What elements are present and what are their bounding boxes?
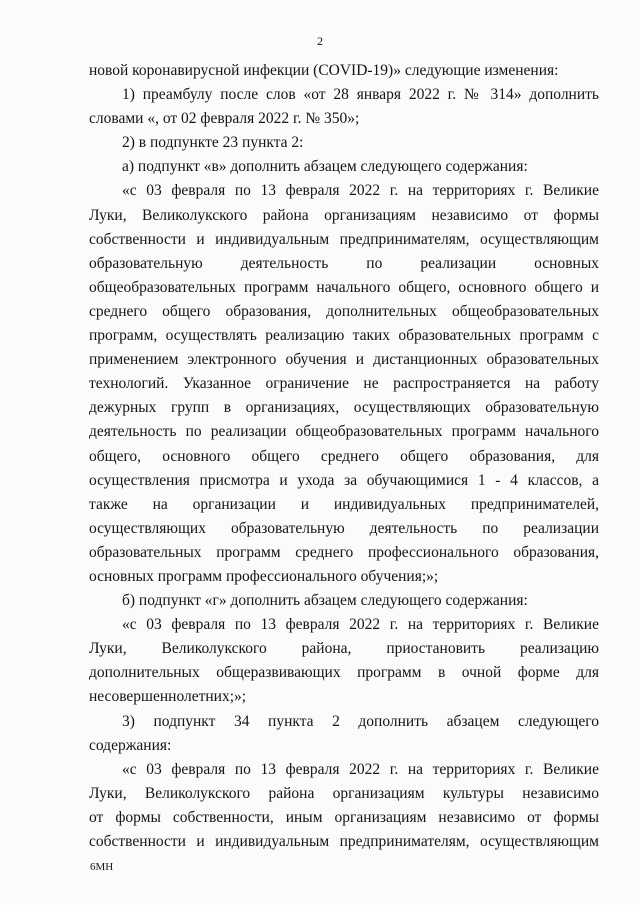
text-line: общеобразовательных программ начального общего, основного общего и bbox=[89, 278, 599, 296]
text-line: также на организации и индивидуальных предпринимателей, bbox=[89, 495, 599, 513]
text-line: образовательную деятельность по реализации основных bbox=[89, 254, 599, 272]
text-line: осуществления присмотра и ухода за обучающимися 1 - 4 классов, а bbox=[89, 471, 599, 489]
text-line: несовершеннолетних;»; bbox=[89, 688, 247, 706]
text-line: собственности и индивидуальным предпринимателям, осуществляющим bbox=[89, 833, 599, 850]
text-line: Луки, Великолукского района организациям культуры независимо bbox=[89, 784, 599, 802]
text-line: Луки, Великолукского района организациям независимо от формы bbox=[89, 206, 599, 224]
text-line: Луки, Великолукского района, приостановить реализацию bbox=[89, 640, 599, 658]
text-line: технологий. Указанное ограничение не распространяется на работу bbox=[89, 375, 599, 393]
text-line: среднего общего образования, дополнительных общеобразовательных bbox=[89, 302, 599, 320]
text-line: а) подпункт «в» дополнить абзацем следующего содержания: bbox=[122, 158, 528, 176]
text-line: общего, основного общего среднего общего образования, для bbox=[89, 447, 599, 465]
text-line: собственности и индивидуальным предпринимателям, осуществляющим bbox=[89, 230, 599, 248]
text-line: 2) в подпункте 23 пункта 2: bbox=[122, 134, 304, 152]
text-line: осуществляющих образовательную деятельность по реализации bbox=[89, 519, 599, 537]
text-line: применением электронного обучения и дистанционных образовательных bbox=[89, 351, 599, 369]
text-line: словами «, от 02 февраля 2022 г. № 350»; bbox=[89, 110, 360, 128]
text-line: «с 03 февраля по 13 февраля 2022 г. на территориях г. Великие bbox=[122, 182, 599, 200]
document-body bbox=[89, 59, 599, 854]
text-line: дежурных групп в организациях, осуществляющих образовательную bbox=[89, 399, 599, 417]
text-line: б) подпункт «г» дополнить абзацем следующего содержания: bbox=[122, 592, 528, 610]
text-line: 3) подпункт 34 пункта 2 дополнить абзацем следующего bbox=[122, 712, 599, 730]
page-number: 2 bbox=[317, 34, 323, 48]
text-line: «с 03 февраля по 13 февраля 2022 г. на территориях г. Великие bbox=[122, 760, 599, 778]
text-line: новой коронавирусной инфекции (COVID-19)» следующие изменения: bbox=[89, 62, 559, 79]
text-line: 1) преамбулу после слов «от 28 января 2022 г. № 314» дополнить bbox=[122, 86, 599, 104]
text-line: образовательных программ среднего профессионального образования, bbox=[89, 543, 599, 561]
text-line: программ, осуществлять реализацию таких образовательных программ с bbox=[89, 327, 599, 345]
text-line: деятельность по реализации общеобразовательных программ начального bbox=[89, 423, 599, 441]
text-line: от формы собственности, иным организациям независимо от формы bbox=[89, 808, 599, 826]
footer-code: 6МН bbox=[90, 861, 114, 873]
text-line: содержания: bbox=[89, 736, 172, 754]
text-line: основных программ профессионального обучения;»; bbox=[89, 567, 439, 585]
text-line: «с 03 февраля по 13 февраля 2022 г. на территориях г. Великие bbox=[122, 616, 599, 634]
text-line: дополнительных общеразвивающих программ в очной форме для bbox=[89, 664, 599, 682]
